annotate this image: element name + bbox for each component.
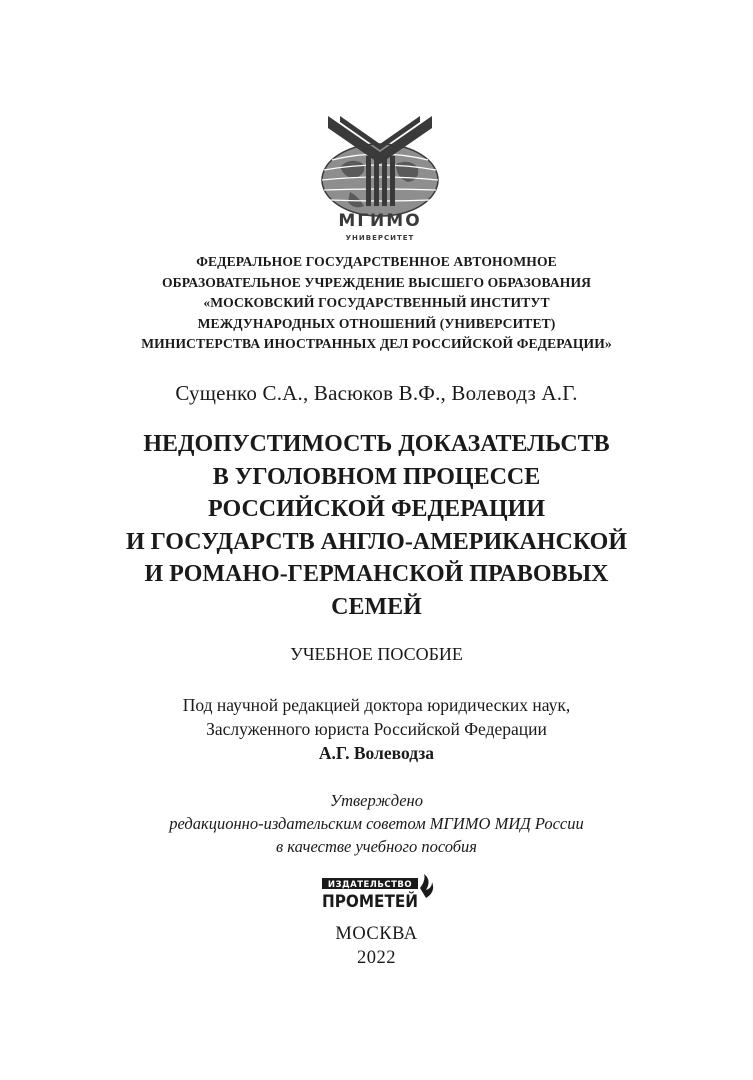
- publisher-top: ИЗДАТЕЛЬСТВО: [327, 880, 413, 890]
- institution-line: ОБРАЗОВАТЕЛЬНОЕ УЧРЕЖДЕНИЕ ВЫСШЕГО ОБРАЗОВАНИЯ: [161, 274, 592, 290]
- publisher-logo: [312, 874, 438, 914]
- title-line: И ГОСУДАРСТВ АНГЛО-АМЕРИКАНСКОЙ: [125, 528, 628, 555]
- mgimo-name: МГИМО: [338, 211, 422, 231]
- editor-name: А.Г. Волеводза: [318, 743, 435, 763]
- title-line: В УГОЛОВНОМ ПРОЦЕССЕ: [212, 463, 541, 490]
- flame-icon: [420, 874, 433, 898]
- title-line: И РОМАНО-ГЕРМАНСКОЙ ПРАВОВЫХ: [144, 561, 609, 587]
- year: 2022: [357, 948, 396, 968]
- mgimo-subtitle: УНИВЕРСИТЕТ: [345, 234, 415, 242]
- book-title: [0, 428, 753, 623]
- approval-line: редакционно-издательским советом МГИМО МИД России: [169, 814, 584, 833]
- institution-line: «МОСКОВСКИЙ ГОСУДАРСТВЕННЫЙ ИНСТИТУТ: [203, 295, 550, 310]
- institution-name: [0, 252, 753, 355]
- city: МОСКВА: [335, 924, 418, 944]
- editor-line: Под научной редакцией доктора юридических наук,: [182, 695, 571, 715]
- mgimo-emblem-icon: [300, 112, 460, 248]
- book-type: УЧЕБНОЕ ПОСОБИЕ: [290, 644, 463, 664]
- editor-block: [0, 693, 753, 765]
- institution-line: МЕЖДУНАРОДНЫХ ОТНОШЕНИЙ (УНИВЕРСИТЕТ): [197, 315, 556, 331]
- publisher-name: ПРОМЕТЕЙ: [322, 892, 430, 912]
- mgimo-logo: [300, 112, 460, 248]
- prometheus-logo-icon: [312, 874, 438, 914]
- institution-line: ФЕДЕРАЛЬНОЕ ГОСУДАРСТВЕННОЕ АВТОНОМНОЕ: [196, 254, 557, 269]
- institution-line: МИНИСТЕРСТВА ИНОСТРАННЫХ ДЕЛ РОССИЙСКОЙ ФЕДЕРАЦИИ»: [141, 336, 612, 351]
- editor-line: Заслуженного юриста Российской Федерации: [206, 719, 547, 739]
- approval-line: в качестве учебного пособия: [276, 837, 477, 856]
- imprint: [0, 922, 753, 970]
- approval-note: [0, 789, 753, 858]
- authors: Сущенко С.А., Васюков В.Ф., Волеводз А.Г.: [175, 381, 578, 405]
- title-line: НЕДОПУСТИМОСТЬ ДОКАЗАТЕЛЬСТВ: [143, 431, 610, 457]
- approval-line: Утверждено: [330, 791, 423, 810]
- title-line: СЕМЕЙ: [331, 593, 422, 620]
- title-line: РОССИЙСКОЙ ФЕДЕРАЦИИ: [207, 496, 546, 522]
